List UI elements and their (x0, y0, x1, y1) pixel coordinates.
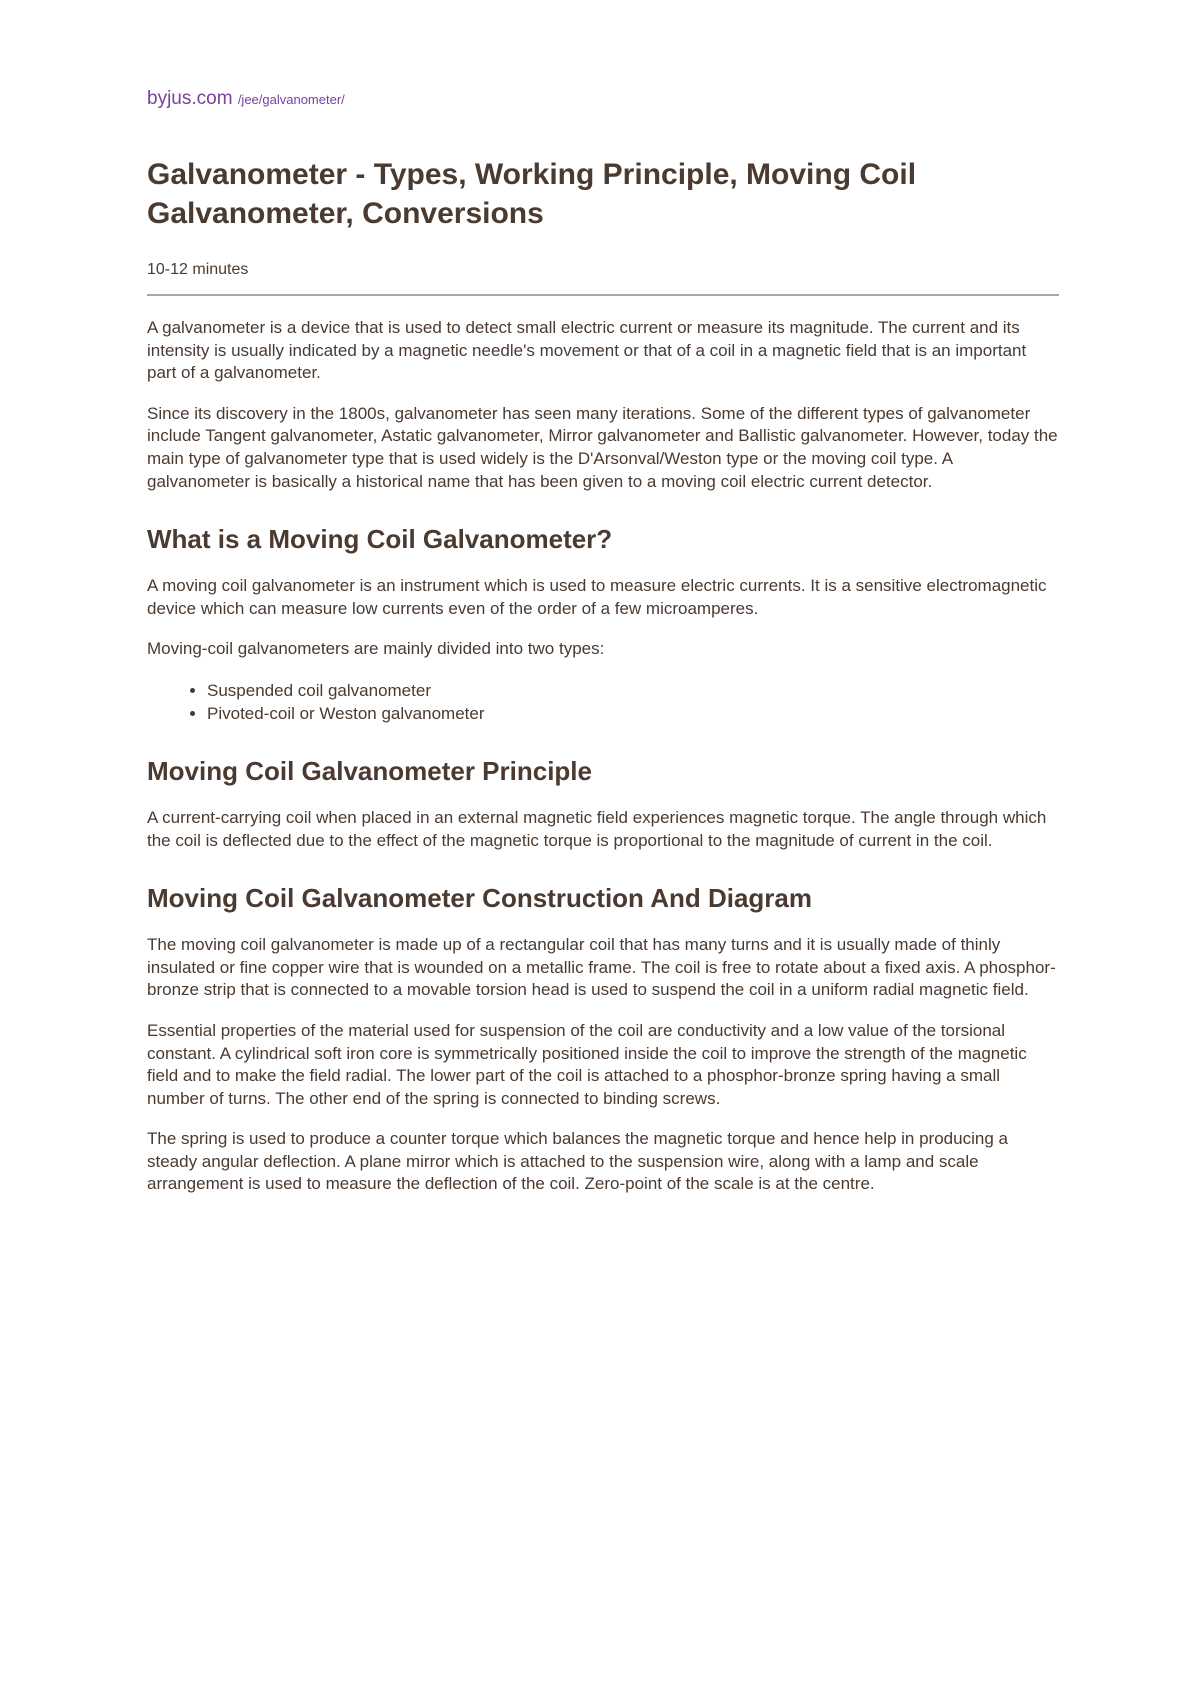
source-domain-link[interactable]: byjus.com (147, 88, 233, 109)
read-time: 10-12 minutes (147, 261, 249, 278)
divider (147, 294, 1059, 296)
source-path[interactable]: /jee/galvanometer/ (237, 92, 345, 107)
types-list (147, 679, 1059, 725)
intro-paragraph: Since its discovery in the 1800s, galvanometer has seen many iterations. Some of the different types of galvanometer include Tangent galvanometer, Astatic galvanometer, Mirror galvanometer and Ballistic galvanometer. However, today the main type of galvanometer type that is used widely is the D'Arsonval/Weston type or the moving coil type. A galvanometer is basically a historical name that has been given to a moving coil electric current detector. (147, 403, 1058, 491)
intro-paragraph: A galvanometer is a device that is used to detect small electric current or measure its magnitude. The current and its intensity is usually indicated by a magnetic needle's movement or that of a coil in a magnetic field that is an important part of a galvanometer. (147, 318, 1027, 383)
document-page (147, 86, 1059, 1214)
list-item: • Pivoted-coil or Weston galvanometer (207, 702, 1059, 725)
section-paragraph: A current-carrying coil when placed in an external magnetic field experiences magnetic torque. The angle through which the coil is deflected due to the effect of the magnetic torque is proportional to the magnitude of current in the coil. (147, 807, 1047, 850)
section-paragraph: The spring is used to produce a counter torque which balances the magnetic torque and hence help in producing a steady angular deflection. A plane mirror which is attached to the suspension wire, along with a lamp and scale arrangement is used to measure the deflection of the coil. Zero-point of the scale is at the centre. (147, 1129, 1008, 1194)
section-heading: What is a Moving Coil Galvanometer? (147, 524, 613, 555)
section-paragraph: The moving coil galvanometer is made up of a rectangular coil that has many turns and it is usually made of thinly insulated or fine copper wire that is wounded on a metallic frame. The coil is free to rotate about a fixed axis. A phosphor-bronze strip that is connected to a movable torsion head is used to suspend the coil in a uniform radial magnetic field. (147, 935, 1056, 1000)
section-paragraph: Essential properties of the material used for suspension of the coil are conductivity and a low value of the torsional constant. A cylindrical soft iron core is symmetrically positioned inside the coil to improve the strength of the magnetic field and to make the field radial. The lower part of the coil is attached to a phosphor-bronze spring having a small number of turns. The other end of the spring is connected to binding screws. (147, 1020, 1027, 1108)
section-paragraph: Moving-coil galvanometers are mainly divided into two types: (147, 639, 605, 659)
section-paragraph: A moving coil galvanometer is an instrument which is used to measure electric currents. It is a sensitive electromagnetic device which can measure low currents even of the order of a few microamperes. (147, 576, 1047, 618)
source-url[interactable] (147, 86, 1059, 113)
section-heading: Moving Coil Galvanometer Construction And Diagram (147, 883, 812, 914)
article-title: Galvanometer - Types, Working Principle, Moving Coil Galvanometer, Conversions (147, 158, 917, 230)
list-item: • Suspended coil galvanometer (207, 679, 1059, 702)
section-heading: Moving Coil Galvanometer Principle (147, 755, 592, 786)
